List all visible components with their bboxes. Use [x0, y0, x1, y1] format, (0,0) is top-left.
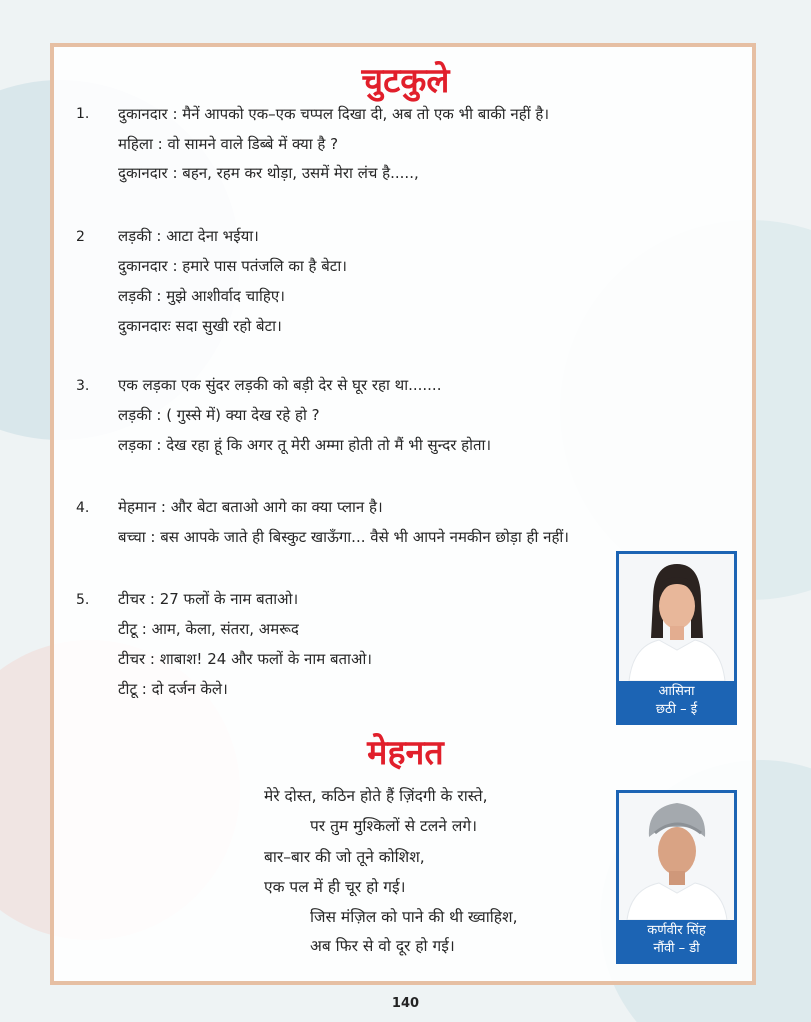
joke-line: मेहमान : और बेटा बताओ आगे का क्या प्लान है।	[118, 498, 383, 516]
joke-line: टीचर : 27 फलों के नाम बताओ।	[118, 590, 299, 608]
joke-line: दुकानदार : हमारे पास पतंजलि का है बेटा।	[118, 257, 347, 275]
joke-number: 1.	[76, 106, 90, 122]
joke-line: दुकानदार : बहन, रहम कर थोड़ा, उसमें मेरा लंच है.....,	[118, 164, 419, 182]
student-photo-card	[616, 551, 737, 725]
student-name: आसिना	[658, 684, 695, 699]
joke-line: टीटू : आम, केला, संतरा, अमरूद	[118, 620, 299, 638]
joke-line: टीचर : शाबाश! 24 और फलों के नाम बताओ।	[118, 650, 372, 668]
joke-line: दुकानदार : मैनें आपको एक–एक चप्पल दिखा दी, अब तो एक भी बाकी नहीं है।	[118, 105, 550, 123]
boy-portrait-icon	[619, 793, 734, 920]
joke-number: 5.	[76, 592, 90, 608]
poem-line: बार–बार की जो तूने कोशिश,	[264, 848, 425, 866]
poem-line: जिस मंज़िल को पाने की थी ख्वाहिश,	[310, 908, 518, 926]
poem-line: एक पल में ही चूर हो गई।	[264, 878, 406, 896]
poem-line: मेरे दोस्त, कठिन होते हैं ज़िंदगी के रास्ते,	[264, 787, 488, 805]
girl-portrait-icon	[619, 554, 734, 681]
joke-line: लड़की : आटा देना भईया।	[118, 227, 259, 245]
joke-number: 3.	[76, 378, 90, 394]
joke-number: 4.	[76, 500, 90, 516]
student-photo	[619, 554, 734, 681]
page-number: 140	[391, 996, 420, 1011]
joke-line: टीटू : दो दर्जन केले।	[118, 680, 228, 698]
joke-line: लड़की : ( गुस्से में) क्या देख रहे हो ?	[118, 406, 320, 424]
joke-line: एक लड़का एक सुंदर लड़की को बड़ी देर से घूर रहा था.......	[118, 376, 442, 394]
joke-number: 2	[76, 229, 85, 245]
student-class: नौंवी – डी	[653, 941, 700, 956]
student-caption	[619, 681, 734, 722]
poem-line: अब फिर से वो दूर हो गई।	[310, 937, 455, 955]
poem-line: पर तुम मुश्किलों से टलने लगे।	[310, 817, 477, 835]
student-photo-card	[616, 790, 737, 964]
student-caption	[619, 920, 734, 961]
poem-title: मेहनत	[367, 733, 444, 773]
jokes-title: चुटकुले	[361, 61, 450, 101]
joke-line: दुकानदारः सदा सुखी रहो बेटा।	[118, 317, 282, 335]
joke-line: लड़का : देख रहा हूं कि अगर तू मेरी अम्मा होती तो मैं भी सुन्दर होता।	[118, 436, 492, 454]
joke-line: महिला : वो सामने वाले डिब्बे में क्या है ?	[118, 135, 339, 153]
student-class: छठी – ई	[655, 702, 698, 717]
student-photo	[619, 793, 734, 920]
joke-line: लड़की : मुझे आशीर्वाद चाहिए।	[118, 287, 285, 305]
joke-line: बच्चा : बस आपके जाते ही बिस्कुट खाऊँगा... वैसे भी आपने नमकीन छोड़ा ही नहीं।	[118, 528, 569, 546]
student-name: कर्णवीर सिंह	[647, 923, 706, 938]
